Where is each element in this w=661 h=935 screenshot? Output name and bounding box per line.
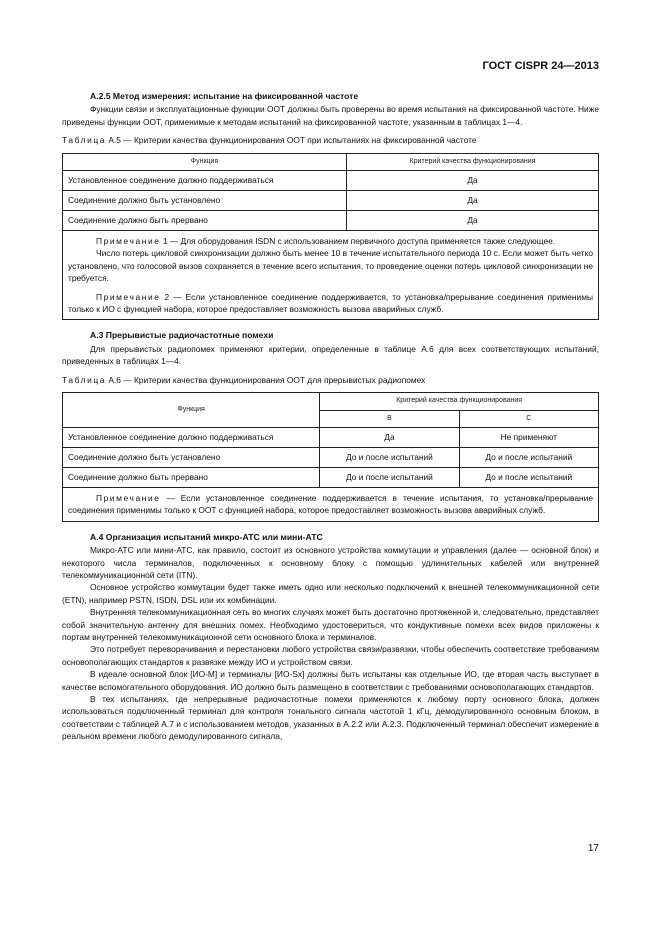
column-header-criterion: Критерий качества функционирования xyxy=(347,153,599,170)
cell-function: Установленное соединение должно поддерживаться xyxy=(63,171,347,191)
section-a4-paragraph: Это потребует переворачивания и перестановки любого устройства связи/развязки, чтобы обеспечить соответствие требованиям основополагающих стандартов к развязке между ИО и устройством связи. xyxy=(62,644,599,667)
note-1-continuation: Число потерь цикловой синхронизации должно быть менее 10 в течение испытательного периода 10 с. Если может быть четко установлено, что голосовой вызов сохраняется в течение всего испытания, то проведение оценки потерь цикловой синхронизации не требуется. xyxy=(68,248,593,284)
note-2 xyxy=(68,291,593,316)
table-row xyxy=(63,447,599,467)
cell-function: Соединение должно быть прервано xyxy=(63,467,320,487)
note-label: Примечание xyxy=(96,492,161,503)
table-a5-caption-text: А.5 — Критерии качества функционирования ООТ при испытаниях на фиксированной частоте xyxy=(108,135,477,146)
cell-c: До и после испытаний xyxy=(459,467,598,487)
document-id: ГОСТ CISPR 24—2013 xyxy=(482,60,599,72)
section-a4-paragraph: Основное устройство коммутации будет также иметь одно или несколько подключений к внешней телекоммуникационной сети (ETN), например PSTN, ISDN, DSL или их комбинации. xyxy=(62,582,599,605)
table-row xyxy=(63,467,599,487)
table-header-row xyxy=(63,393,599,410)
cell-function: Соединение должно быть прервано xyxy=(63,211,347,231)
page-number: 17 xyxy=(587,843,599,854)
cell-c: Не применяют xyxy=(459,427,598,447)
table-header-row xyxy=(63,153,599,170)
table-row xyxy=(63,191,599,211)
note xyxy=(68,492,593,517)
column-header-c: C xyxy=(459,410,598,427)
section-a25-text: Функции связи и эксплуатационные функции ООТ должны быть проверены во время испытания на фиксированной частоте. Ниже приведены функции ООТ, применимые к методам испытаний на фиксированной частоте, указанным в таблицах 1—4. xyxy=(62,104,599,127)
table-a6-caption-text: А.6 — Критерии качества функционирования ООТ для прерывистых радиопомех xyxy=(108,374,426,385)
section-a4-title: А.4 Организация испытаний микро-АТС или мини-АТС xyxy=(90,531,323,542)
cell-function: Соединение должно быть установлено xyxy=(63,447,320,467)
note-1-text: 1 — Для оборудования ISDN с использованием первичного доступа применяется также следующее. xyxy=(162,236,556,247)
section-a3-title: А.3 Прерывистые радиочастотные помехи xyxy=(90,330,274,341)
section-a4-paragraph: Внутренняя телекоммуникационная сеть во многих случаях может быть достаточно протяженной и, следовательно, представляет собой значительную антенну для внешних помех. Необходимо удостовериться, что кондуктивные помехи всех видов приложены к портам внутренней телекоммуникационной сети основного блока и терминалов. xyxy=(62,607,599,642)
cell-function: Установленное соединение должно поддерживаться xyxy=(63,427,320,447)
section-a25-title: А.2.5 Метод измерения: испытание на фиксированной частоте xyxy=(90,91,359,101)
table-a6 xyxy=(62,392,599,522)
cell-value: Да xyxy=(347,171,599,191)
cell-b: До и после испытаний xyxy=(320,467,459,487)
note-1-label: Примечание xyxy=(96,236,161,247)
cell-b: До и после испытаний xyxy=(320,447,459,467)
table-a5-caption xyxy=(62,134,599,146)
table-row xyxy=(63,427,599,447)
section-a3-text: Для прерывистых радиопомех применяют критерии, определенные в таблице А.6 для всех соответствующих испытаний, приведенных в таблицах 1—4. xyxy=(62,343,599,367)
table-a5-caption-label: Таблица xyxy=(62,135,107,146)
section-a4-paragraph: В тех испытаниях, где непрерывные радиочастотные помехи применяются к любому порту основного блока, должен использоваться подключенный терминал для контроля тонального сигнала частотой 1 кГц, демодулированного основным блоком, в соответствии с таблицей А.7 и с использованием методов, указанных в А.2.2 или А.2.3. Подключенный терминал обеспечит измерение в реальном времени любого демодулированного сигнала, xyxy=(62,694,599,742)
table-a6-caption-label: Таблица xyxy=(62,374,107,385)
section-a4-paragraph: Микро-АТС или мини-АТС, как правило, состоит из основного устройства коммутации и управления (далее — основной блок) и некоторого числа терминалов, подключенных к основному блоку с помощью удлинительных кабелей или внутренней телекоммуникационной сети (ITN). xyxy=(62,545,599,580)
table-row xyxy=(63,211,599,231)
table-notes-row xyxy=(63,487,599,521)
column-header-function: Функция xyxy=(63,393,320,428)
column-header-criterion: Критерий качества функционирования xyxy=(320,393,599,410)
cell-b: Да xyxy=(320,427,459,447)
column-header-function: Функция xyxy=(63,153,347,170)
table-a6-note xyxy=(63,487,599,521)
cell-value: Да xyxy=(347,211,599,231)
cell-value: Да xyxy=(347,191,599,211)
cell-c: До и после испытаний xyxy=(459,447,598,467)
table-notes-row xyxy=(63,231,599,320)
note-1 xyxy=(68,235,593,247)
page-content xyxy=(62,90,599,743)
cell-function: Соединение должно быть установлено xyxy=(63,191,347,211)
table-row xyxy=(63,171,599,191)
section-a4-paragraph: В идеале основной блок [ИО-М] и терминалы [ИО-Sx] должны быть испытаны как отдельные ИО, где вторая часть выступает в качестве вспомогательного оборудования. ИО должно быть размещено в соответствии с требованиями основополагающих стандартов. xyxy=(62,669,599,692)
note-2-text: 2 — Если установленное соединение поддерживается, то установка/прерывание соединения применимы только к ИО с функцией набора, которое предоставляет возможность вызова аварийных служб. xyxy=(68,291,594,315)
column-header-b: B xyxy=(320,410,459,427)
note-text: — Если установленное соединение поддерживается в течение испытания, то установка/прерывание соединения применимы только к ООТ с функцией набора, которое предоставляет возможность вызова аварийных служб. xyxy=(68,492,594,516)
note-2-label: Примечание xyxy=(96,291,161,302)
table-a6-caption xyxy=(62,374,599,386)
table-a5 xyxy=(62,153,599,321)
table-a5-notes xyxy=(63,231,599,320)
